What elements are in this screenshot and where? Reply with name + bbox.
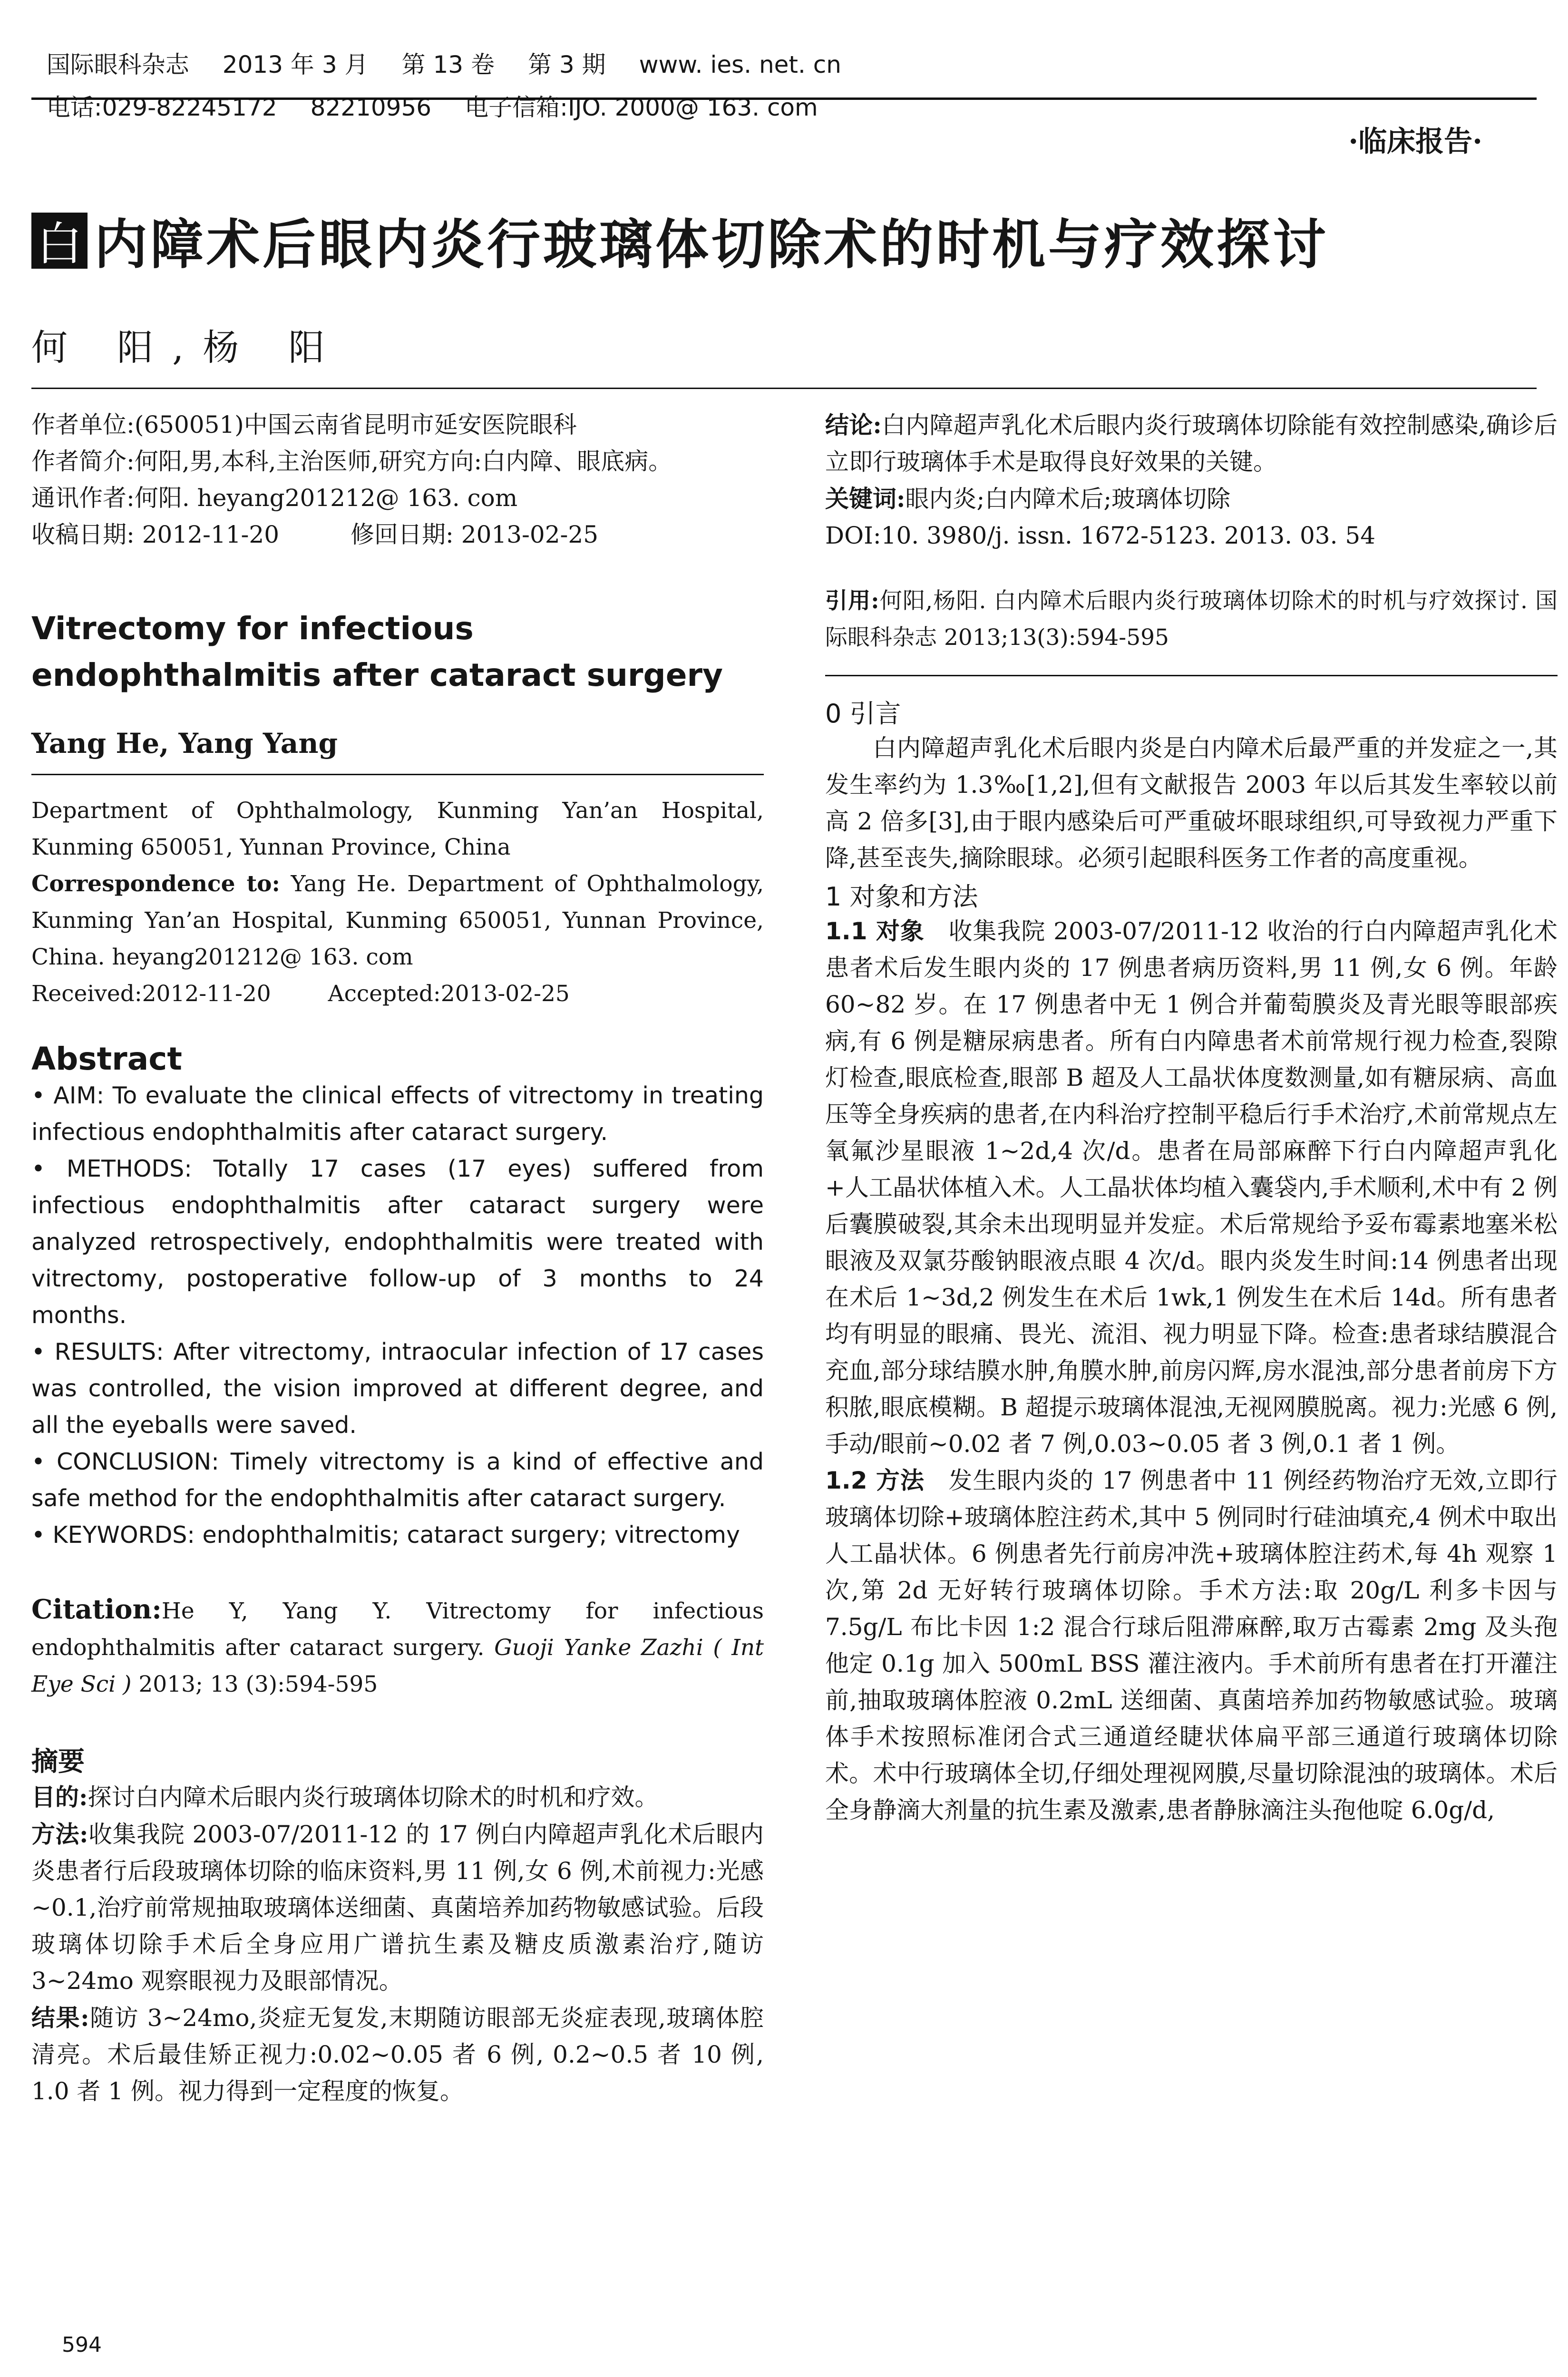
abstract-methods: • METHODS: Totally 17 cases (17 eyes) suffered from infectious endophthalmitis after cataract surgery were analyzed retrospectively, endophthalmitis were treated with vitrectomy, postoperative follow-up of 3 months to 24 months. (31, 1155, 764, 1329)
email: 电子信箱:IJO. 2000@ 163. com (465, 94, 818, 121)
citation-text-b: 2013; 13 (3):594-595 (131, 1671, 378, 1697)
keywords-label: 关键词: (825, 485, 906, 513)
intro-heading: 0 引言 (825, 699, 901, 729)
abstract-cn-keywords (825, 480, 1558, 517)
journal-website: www. ies. net. cn (639, 51, 841, 78)
abstract-cn-heading: 摘要 (31, 1746, 85, 1777)
section-1-1-label: 1.1 对象 (825, 917, 925, 945)
citation-en (31, 1591, 764, 1703)
title-rule (31, 388, 1537, 389)
methods-label: 方法: (31, 1820, 88, 1848)
abstract-heading: Abstract (31, 1041, 182, 1077)
abstract-aim: • AIM: To evaluate the clinical effects of vitrectomy in treating infectious endophthalmitis after cataract surgery. (31, 1082, 764, 1146)
header-rule (31, 97, 1537, 100)
doi: DOI:10. 3980/j. issn. 1672-5123. 2013. 03. 54 (825, 522, 1376, 549)
department-en: Department of Ophthalmology, Kunming Yan’an Hospital, Kunming 650051, Yunnan Province, China (31, 798, 764, 860)
abstract-keywords: • KEYWORDS: endophthalmitis; cataract surgery; vitrectomy (31, 1521, 740, 1549)
english-authors: Yang He, Yang Yang (31, 727, 338, 760)
left-column (31, 407, 764, 2110)
authors-cn: 何 阳,杨 阳 (31, 326, 344, 369)
abstract-conclusion: • CONCLUSION: Timely vitrectomy is a kind of effective and safe method for the endophthalmitis after cataract surgery. (31, 1448, 764, 1512)
citation-journal: Guoji Yanke Zazhi ( Int Eye Sci ) (31, 1635, 764, 1697)
methods-heading: 1 对象和方法 (825, 882, 978, 912)
english-title: Vitrectomy for infectious endophthalmitis after cataract surgery (31, 610, 723, 693)
issue-number: 第 3 期 (527, 51, 606, 78)
section-1-1 (825, 913, 1558, 1462)
right-column (825, 407, 1558, 1829)
abstract-cn-conclusion (825, 407, 1558, 480)
contact-line (31, 62, 851, 123)
section-1-1-text: 收集我院 2003-07/2011-12 收治的行白内障超声乳化术患者术后发生眼内炎的 17 例患者病历资料,男 11 例,女 6 例。年龄 60~82 岁。在 17 例患者中无 1 例合并葡萄膜炎及青光眼等眼部疾病,有 6 例是糖尿病患者。所有白内障患者术前常规行视力检查,裂隙灯检查,眼底检查,眼部 B 超及人工晶状体度数测量,如有糖尿病、高血压等全身疾病的患者,在内科治疗控制平稳后行手术治疗,术前常规点左氧氟沙星眼液 1~2d,4 次/d。患者在局部麻醉下行白内障超声乳化+人工晶状体植入术。人工晶状体均植入囊袋内,手术顺利,术中有 2 例后囊膜破裂,其余未出现明显并发症。术后常规给予妥布霉素地塞米松眼液及双氯芬酸钠眼液点眼 4 次/d。眼内炎发生时间:14 例患者出现在术后 1~3d,2 例发生在术后 1wk,1 例发生在术后 14d。所有患者均有明显的眼痛、畏光、流泪、视力明显下降。检查:患者球结膜混合充血,部分球结膜水肿,角膜水肿,前房闪辉,房水混浊,部分患者前房下方积脓,眼底模糊。B 超提示玻璃体混浊,无视网膜脱离。视力:光感 6 例,手动/眼前~0.02 者 7 例,0.03~0.05 者 3 例,0.1 者 1 例。 (825, 917, 1558, 1458)
citation-text-a: He Y, Yang Y. Vitrectomy for infectious endophthalmitis after cataract surgery. (31, 1598, 764, 1661)
correspondence-text: Yang He. Department of Ophthalmology, Kunming Yan’an Hospital, Kunming 650051, Yunnan Province, China. heyang201212@ 163. com (31, 871, 764, 970)
results-label: 结果: (31, 2004, 89, 2032)
citation-label: Citation: (31, 1594, 162, 1625)
section-1-2-label: 1.2 方法 (825, 1467, 925, 1494)
abstract-cn-methods (31, 1816, 764, 1999)
dates-en (31, 975, 764, 1012)
journal-name: 国际眼科杂志 (46, 51, 189, 78)
abstract-cn-purpose (31, 1779, 764, 1816)
page-number: 594 (62, 2333, 102, 2357)
results-text: 随访 3~24mo,炎症无复发,末期随访眼部无炎症表现,玻璃体腔清亮。术后最佳矫正视力:0.02~0.05 者 6 例, 0.2~0.5 者 10 例, 1.0 者 1 例。视力得到一定程度的恢复。 (31, 2004, 764, 2105)
section-1-2 (825, 1462, 1558, 1829)
citation-cn (825, 583, 1558, 656)
section-1-2-text: 发生眼内炎的 17 例患者中 11 例经药物治疗无效,立即行玻璃体切除+玻璃体腔注药术,其中 5 例同时行硅油填充,4 例术中取出人工晶状体。6 例患者先行前房冲洗+玻璃体腔注药术,每 4h 观察 1 次,第 2d 无好转行玻璃体切除。手术方法:取 20g/L 利多卡因与 7.5g/L 布比卡因 1:2 混合行球后阻滞麻醉,取万古霉素 2mg 及头孢他定 0.1g 加入 500mL BSS 灌注液内。手术前所有患者在打开灌注前,抽取玻璃体腔液 0.2mL 送细菌、真菌培养加药物敏感试验。玻璃体手术按照标准闭合式三通道经睫状体扁平部三通道行玻璃体切除术。术中行玻璃体全切,仔细处理视网膜,尽量切除混浊的玻璃体。术后全身静滴大剂量的抗生素及激素,患者静脉滴注头孢他啶 6.0g/d, (825, 1467, 1558, 1824)
conclusion-text: 白内障超声乳化术后眼内炎行玻璃体切除能有效控制感染,确诊后立即行玻璃体手术是取得良好效果的关键。 (825, 411, 1558, 476)
conclusion-label: 结论: (825, 411, 882, 439)
correspondence-en (31, 866, 764, 975)
received-cn: 收稿日期: 2012-11-20 (31, 521, 280, 548)
citation-cn-text: 何阳,杨阳. 白内障术后眼内炎行玻璃体切除术的时机与疗效探讨. 国际眼科杂志 2013;13(3):594-595 (825, 588, 1558, 651)
article-title (31, 202, 1329, 279)
abstract-cn-results (31, 1999, 764, 2110)
dates-cn (31, 516, 764, 553)
accepted-en: Accepted:2013-02-25 (328, 981, 570, 1007)
title-text: 内障术后眼内炎行玻璃体切除术的时机与疗效探讨 (94, 214, 1329, 276)
phone: 电话:029-82245172 (46, 94, 277, 121)
phone-2: 82210956 (310, 94, 432, 121)
issue-date: 2013 年 3 月 (222, 51, 369, 78)
purpose-label: 目的: (31, 1783, 88, 1811)
title-initial: 白 (31, 213, 88, 269)
citation-cn-label: 引用: (825, 588, 879, 614)
affiliation: 作者单位:(650051)中国云南省昆明市延安医院眼科 (31, 411, 577, 438)
keywords-text: 眼内炎;白内障术后;玻璃体切除 (905, 485, 1231, 513)
purpose-text: 探讨白内障术后眼内炎行玻璃体切除术的时机和疗效。 (88, 1783, 659, 1811)
section-label: ·临床报告· (1348, 125, 1482, 158)
correspondence-label: Correspondence to: (31, 871, 280, 897)
volume: 第 13 卷 (401, 51, 495, 78)
received-en: Received:2012-11-20 (31, 981, 271, 1007)
abstract-results: • RESULTS: After vitrectomy, intraocular infection of 17 cases was controlled, the vision improved at different degree, and all the eyeballs were saved. (31, 1338, 764, 1439)
author-bio: 作者简介:何阳,男,本科,主治医师,研究方向:白内障、眼底病。 (31, 448, 672, 475)
revised-cn: 修回日期: 2013-02-25 (351, 521, 599, 548)
intro-paragraph: 白内障超声乳化术后眼内炎是白内障术后最严重的并发症之一,其发生率约为 1.3‰[1,2],但有文献报告 2003 年以后其发生率较以前高 2 倍多[3],由于眼内感染后可严重破坏眼球组织,可导致视力严重下降,甚至丧失,摘除眼球。必须引起眼科医务工作者的高度重视。 (825, 734, 1558, 872)
methods-text: 收集我院 2003-07/2011-12 的 17 例白内障超声乳化术后眼内炎患者行后段玻璃体切除的临床资料,男 11 例,女 6 例,术前视力:光感~0.1,治疗前常规抽取玻璃体送细菌、真菌培养加药物敏感试验。后段玻璃体切除手术后全身应用广谱抗生素及糖皮质激素治疗,随访 3~24mo 观察眼视力及眼部情况。 (31, 1821, 764, 1995)
corresponding-author: 通讯作者:何阳. heyang201212@ 163. com (31, 484, 518, 512)
